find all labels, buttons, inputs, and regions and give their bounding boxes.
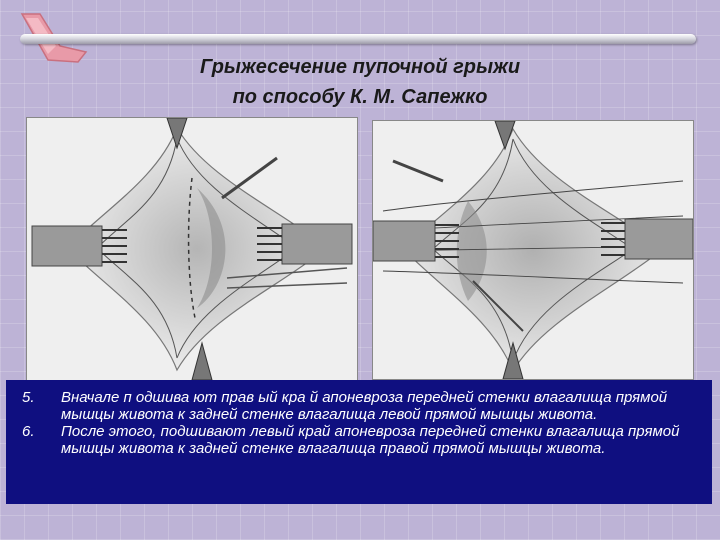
step-item (6, 423, 702, 457)
step-text: После этого, подшивают левый край апоневроза передней стенки влагалища прямой мышцы живота к задней стенке влагалища правой прямой мышцы живота. (61, 423, 680, 457)
surgery-illustration-right (372, 120, 694, 380)
decorative-bar (20, 34, 696, 44)
step-number: 5. (22, 389, 35, 406)
surgical-field-retractors-icon (27, 118, 357, 380)
caption-box (6, 380, 712, 504)
title-line-1: Грыжесечение пупочной грыжи (199, 56, 521, 78)
surgery-illustration-left (26, 117, 358, 381)
title-line-2: по способу К. М. Сапежко (232, 86, 488, 108)
step-item (6, 389, 702, 423)
slide-title (140, 52, 580, 112)
surgical-field-retractors-icon (373, 121, 693, 379)
step-number: 6. (22, 423, 35, 440)
step-text: Вначале п одшива ют прав ый кра й апоневроза передней стенки влагалища прямой мышцы живота к задней стенке влагалища левой прямой мышцы живота. (61, 389, 668, 423)
